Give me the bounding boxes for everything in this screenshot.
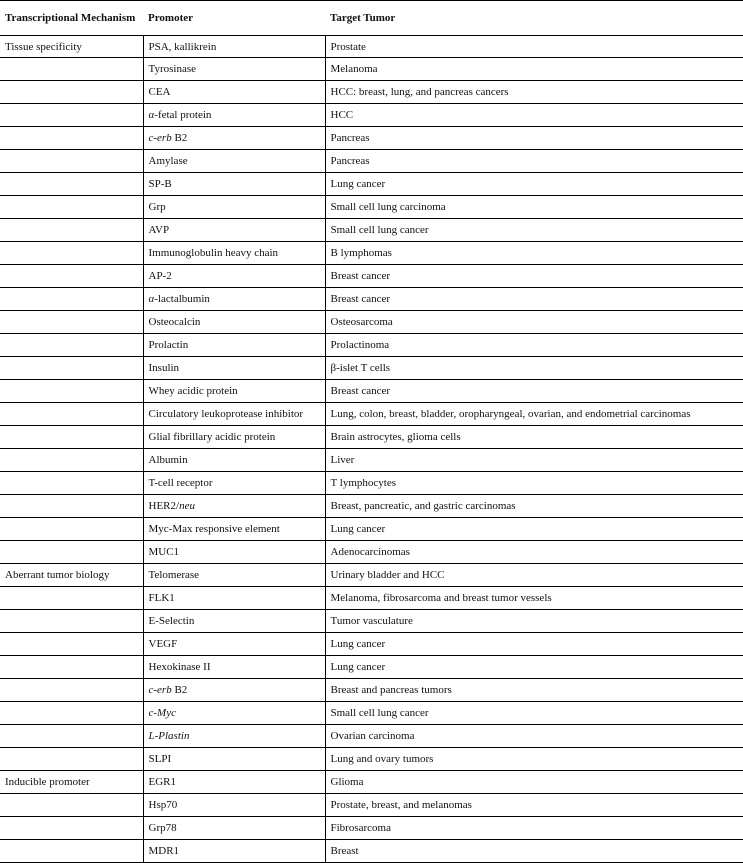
cell-promoter <box>143 219 325 242</box>
cell-promoter <box>143 196 325 219</box>
cell-promoter <box>143 679 325 702</box>
cell-promoter <box>143 794 325 817</box>
promoter-text: PSA, kallikrein <box>148 40 217 53</box>
cell-promoter <box>143 150 325 173</box>
table-row <box>0 702 743 725</box>
table-row <box>0 242 743 265</box>
cell-mechanism <box>0 472 143 495</box>
table-row <box>0 840 743 863</box>
cell-target-tumor: Lung cancer <box>325 518 743 541</box>
cell-target-tumor: Lung cancer <box>325 633 743 656</box>
table-row <box>0 58 743 81</box>
cell-promoter <box>143 771 325 794</box>
cell-mechanism <box>0 403 143 426</box>
cell-target-tumor: Lung and ovary tumors <box>325 748 743 771</box>
promoter-text: VEGF <box>148 638 178 650</box>
cell-promoter <box>143 610 325 633</box>
cell-target-tumor: Small cell lung carcinoma <box>325 196 743 219</box>
cell-mechanism <box>0 840 143 863</box>
table-row <box>0 357 743 380</box>
cell-target-tumor: HCC: breast, lung, and pancreas cancers <box>325 81 743 104</box>
cell-promoter <box>143 81 325 104</box>
promoter-text: Hsp70 <box>148 799 178 811</box>
cell-target-tumor: Lung, colon, breast, bladder, oropharyngeal, ovarian, and endometrial carcinomas <box>325 403 743 426</box>
promoter-text: Circulatory leukoprotease inhibitor <box>148 408 304 420</box>
header-row <box>0 1 743 36</box>
promoter-italic-part: c-erb <box>148 684 172 696</box>
cell-target-tumor: Melanoma, fibrosarcoma and breast tumor vessels <box>325 587 743 610</box>
cell-target-tumor: Glioma <box>325 771 743 794</box>
cell-mechanism <box>0 794 143 817</box>
header-mechanism: Transcriptional Mechanism <box>0 1 143 36</box>
cell-mechanism <box>0 817 143 840</box>
cell-promoter <box>143 702 325 725</box>
promoter-text: B2 <box>171 684 188 696</box>
promoter-text: Grp78 <box>148 822 177 834</box>
table-row <box>0 173 743 196</box>
cell-promoter <box>143 334 325 357</box>
promoter-text: Insulin <box>148 362 180 374</box>
cell-mechanism <box>0 495 143 518</box>
table-row <box>0 127 743 150</box>
cell-target-tumor: Breast, pancreatic, and gastric carcinomas <box>325 495 743 518</box>
cell-target-tumor: Brain astrocytes, glioma cells <box>325 426 743 449</box>
cell-promoter <box>143 403 325 426</box>
promoter-text: Osteocalcin <box>148 316 201 328</box>
cell-promoter <box>143 58 325 81</box>
promoter-italic-part: α <box>148 109 155 121</box>
cell-target-tumor: Melanoma <box>325 58 743 81</box>
cell-mechanism <box>0 610 143 633</box>
cell-target-tumor: Small cell lung cancer <box>325 219 743 242</box>
table-row <box>0 725 743 748</box>
promoter-text: Prolactin <box>148 339 189 351</box>
promoter-text: B2 <box>171 132 188 144</box>
table-row <box>0 817 743 840</box>
cell-target-tumor: Breast and pancreas tumors <box>325 679 743 702</box>
cell-mechanism <box>0 702 143 725</box>
cell-mechanism <box>0 725 143 748</box>
promoter-text: Telomerase <box>148 569 200 581</box>
cell-promoter <box>143 633 325 656</box>
cell-promoter <box>143 426 325 449</box>
cell-target-tumor: Ovarian carcinoma <box>325 725 743 748</box>
cell-target-tumor: Breast cancer <box>325 380 743 403</box>
cell-promoter <box>143 817 325 840</box>
table-row <box>0 311 743 334</box>
promoter-text: Hexokinase II <box>148 661 211 673</box>
cell-promoter <box>143 311 325 334</box>
table-row <box>0 794 743 817</box>
cell-promoter <box>143 840 325 863</box>
cell-promoter <box>143 495 325 518</box>
cell-mechanism <box>0 288 143 311</box>
cell-mechanism <box>0 242 143 265</box>
promoter-text: SP-B <box>148 178 172 190</box>
cell-promoter <box>143 748 325 771</box>
promoter-text: Tyrosinase <box>148 63 196 75</box>
cell-mechanism: Aberrant tumor biology <box>0 564 143 587</box>
table-row <box>0 564 743 587</box>
table-body <box>0 36 743 863</box>
promoter-text: Albumin <box>148 454 188 466</box>
header-target-tumor: Target Tumor <box>325 1 743 36</box>
promoter-text: CEA <box>148 86 171 98</box>
promoter-text: T-cell receptor <box>148 477 213 489</box>
table-row <box>0 771 743 794</box>
table-row <box>0 150 743 173</box>
cell-mechanism <box>0 265 143 288</box>
promoter-italic-part: L-Plastin <box>148 730 190 742</box>
cell-target-tumor: HCC <box>325 104 743 127</box>
table-row <box>0 426 743 449</box>
cell-mechanism <box>0 380 143 403</box>
cell-target-tumor: Liver <box>325 449 743 472</box>
cell-target-tumor: Prostate <box>325 36 743 58</box>
cell-promoter <box>143 564 325 587</box>
cell-promoter <box>143 288 325 311</box>
cell-mechanism <box>0 219 143 242</box>
cell-promoter <box>143 242 325 265</box>
promoter-text: Myc-Max responsive element <box>148 523 280 535</box>
cell-promoter <box>143 380 325 403</box>
cell-target-tumor: B lymphomas <box>325 242 743 265</box>
cell-promoter <box>143 541 325 564</box>
cell-mechanism <box>0 81 143 104</box>
cell-target-tumor: Breast cancer <box>325 265 743 288</box>
cell-target-tumor: Lung cancer <box>325 173 743 196</box>
cell-promoter <box>143 518 325 541</box>
cell-target-tumor: Osteosarcoma <box>325 311 743 334</box>
promoter-text: Grp <box>148 201 166 213</box>
table-row <box>0 334 743 357</box>
promoter-text: HER2/ <box>148 500 180 512</box>
table-row <box>0 265 743 288</box>
cell-mechanism <box>0 679 143 702</box>
cell-target-tumor: Breast cancer <box>325 288 743 311</box>
cell-mechanism <box>0 587 143 610</box>
promoter-text: SLPI <box>148 753 172 765</box>
table-row <box>0 288 743 311</box>
table-row <box>0 472 743 495</box>
cell-mechanism <box>0 196 143 219</box>
cell-mechanism <box>0 449 143 472</box>
promoter-italic-part: c-erb <box>148 132 172 144</box>
cell-promoter <box>143 173 325 196</box>
promoter-italic-part: neu <box>179 500 195 512</box>
cell-promoter <box>143 265 325 288</box>
cell-promoter <box>143 656 325 679</box>
promoter-text: FLK1 <box>148 592 175 604</box>
cell-promoter <box>143 36 325 58</box>
promoter-text: AVP <box>148 224 170 236</box>
promoter-text: -fetal protein <box>154 109 212 121</box>
cell-mechanism <box>0 748 143 771</box>
cell-mechanism <box>0 58 143 81</box>
table-row <box>0 36 743 58</box>
cell-mechanism <box>0 518 143 541</box>
table-row <box>0 495 743 518</box>
cell-target-tumor: Tumor vasculature <box>325 610 743 633</box>
cell-promoter <box>143 357 325 380</box>
promoter-italic-part: α <box>148 293 155 305</box>
cell-mechanism <box>0 127 143 150</box>
table-row <box>0 679 743 702</box>
promoter-italic-part: c-Myc <box>148 707 176 719</box>
cell-target-tumor: Prostate, breast, and melanomas <box>325 794 743 817</box>
promoter-text: MUC1 <box>148 546 180 558</box>
table-row <box>0 587 743 610</box>
cell-mechanism <box>0 104 143 127</box>
promoter-text: -lactalbumin <box>154 293 210 305</box>
table-row <box>0 104 743 127</box>
cell-mechanism <box>0 357 143 380</box>
table-row <box>0 518 743 541</box>
table-row <box>0 541 743 564</box>
cell-target-tumor: Small cell lung cancer <box>325 702 743 725</box>
cell-mechanism: Tissue specificity <box>0 36 143 58</box>
cell-promoter <box>143 127 325 150</box>
table-row <box>0 196 743 219</box>
promoter-text: Immunoglobulin heavy chain <box>148 247 279 259</box>
header-promoter: Promoter <box>143 1 325 36</box>
cell-mechanism <box>0 656 143 679</box>
cell-mechanism <box>0 541 143 564</box>
table-row <box>0 449 743 472</box>
table-row <box>0 610 743 633</box>
cell-promoter <box>143 449 325 472</box>
cell-target-tumor: Fibrosarcoma <box>325 817 743 840</box>
promoter-text: AP-2 <box>148 270 172 282</box>
table-row <box>0 403 743 426</box>
table-row <box>0 748 743 771</box>
cell-target-tumor: Urinary bladder and HCC <box>325 564 743 587</box>
cell-target-tumor: Lung cancer <box>325 656 743 679</box>
cell-target-tumor: Prolactinoma <box>325 334 743 357</box>
cell-promoter <box>143 472 325 495</box>
cell-target-tumor: β-islet T cells <box>325 357 743 380</box>
cell-mechanism <box>0 426 143 449</box>
cell-mechanism <box>0 150 143 173</box>
cell-target-tumor: Adenocarcinomas <box>325 541 743 564</box>
promoter-text: Whey acidic protein <box>148 385 238 397</box>
table-row <box>0 81 743 104</box>
promoter-text: Amylase <box>148 155 188 167</box>
cell-target-tumor: Pancreas <box>325 150 743 173</box>
cell-promoter <box>143 587 325 610</box>
table-row <box>0 219 743 242</box>
cell-mechanism <box>0 633 143 656</box>
table-row <box>0 380 743 403</box>
table-row <box>0 633 743 656</box>
table-row <box>0 656 743 679</box>
cell-mechanism <box>0 311 143 334</box>
promoter-text: EGR1 <box>148 776 176 788</box>
cell-promoter <box>143 104 325 127</box>
cell-promoter <box>143 725 325 748</box>
promoter-text: MDR1 <box>148 845 180 857</box>
cell-mechanism <box>0 334 143 357</box>
cell-target-tumor: T lymphocytes <box>325 472 743 495</box>
cell-mechanism: Inducible promoter <box>0 771 143 794</box>
cell-target-tumor: Pancreas <box>325 127 743 150</box>
promoter-text: E-Selectin <box>148 615 195 627</box>
cell-mechanism <box>0 173 143 196</box>
cell-target-tumor: Breast <box>325 840 743 863</box>
promoter-text: Glial fibrillary acidic protein <box>148 431 276 443</box>
